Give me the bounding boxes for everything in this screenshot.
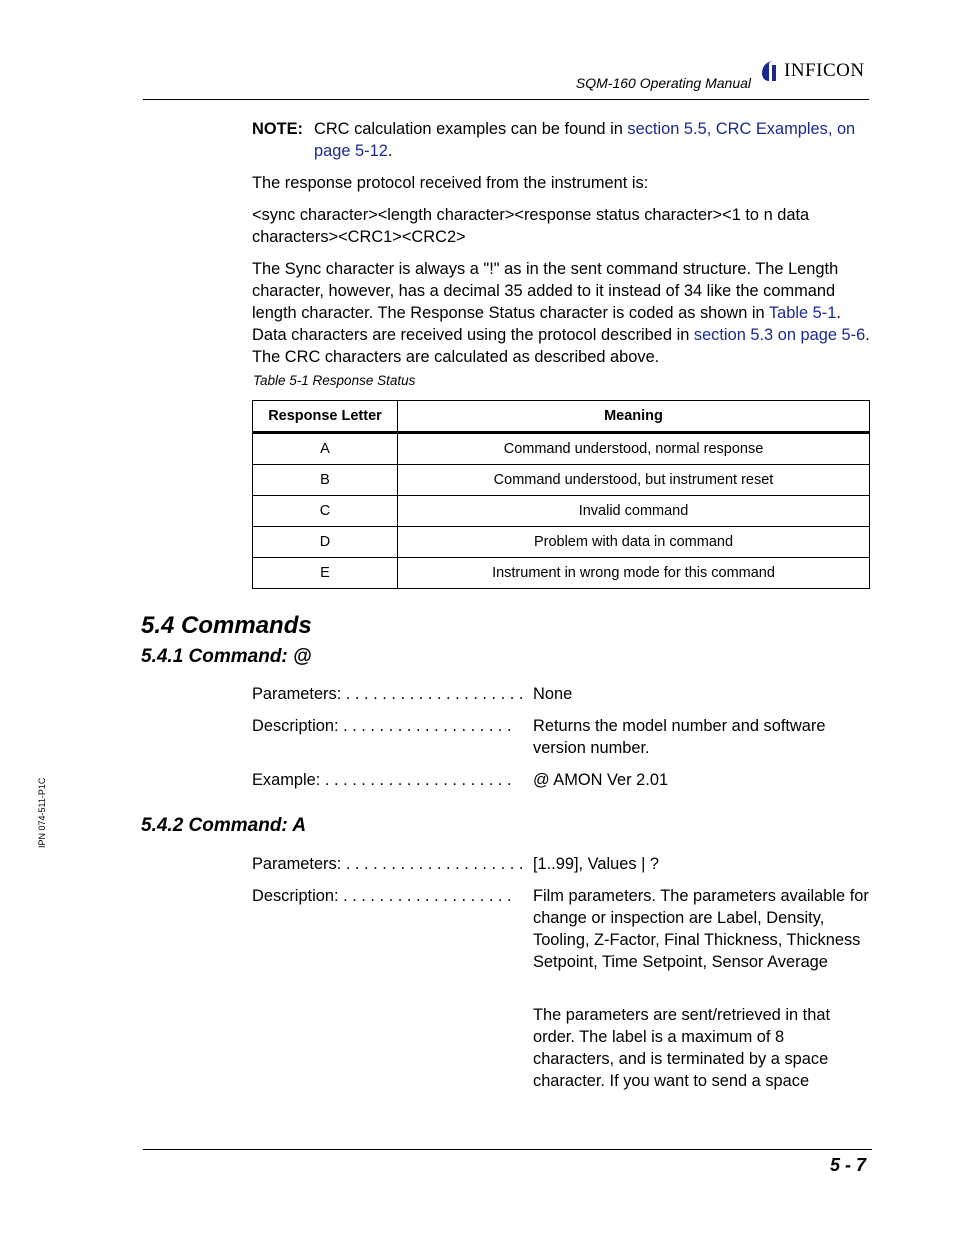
description-continuation: The parameters are sent/retrieved in that order. The label is a maximum of 8 characters, and is terminated by a space character. If you want to send a space [533, 1006, 831, 1090]
description-value: Film parameters. The parameters available for change or inspection are Label, Density, Tooling, Z-Factor, Final Thickness, Thickness Setpoint, Time Setpoint, Sensor Average [533, 887, 869, 971]
inficon-logo-icon [760, 59, 782, 83]
response-protocol-intro: The response protocol received from the instrument is: [252, 174, 649, 192]
note-text-after: . [387, 142, 393, 160]
table-cell: Instrument in wrong mode for this command [398, 558, 870, 589]
parameters-value: [1..99], Values | ? [533, 855, 660, 873]
page-number: 5 - 7 [829, 1155, 866, 1175]
note-text [314, 118, 874, 162]
paragraph-text: The Sync character is always a "!" as in the sent command structure. The Length character, however, has a decimal 35 added to it instead of 34 like the command length character. The Response Status character is coded as shown in [252, 260, 839, 322]
note-label: NOTE: [252, 120, 303, 138]
subsection-heading-command-at: 5.4.1 Command: @ [141, 646, 312, 667]
table-cell: D [253, 527, 398, 558]
description-value: Returns the model number and software version number. [533, 717, 826, 757]
table-header-cell: Response Letter [253, 401, 398, 433]
crc-examples-link[interactable]: section 5.5, CRC Examples, on page 5-12 [314, 120, 856, 160]
parameters-label: Parameters: . . . . . . . . . . . . . . . . . . . . [252, 685, 524, 703]
paragraph-text: . The CRC characters are calculated as described above. [252, 326, 870, 366]
table-cell: Invalid command [398, 496, 870, 527]
table-header-cell: Meaning [398, 401, 870, 433]
table-cell: C [253, 496, 398, 527]
running-header-title: SQM-160 Operating Manual [575, 75, 751, 91]
table-cell: B [253, 465, 398, 496]
table-row [253, 496, 870, 527]
example-value: @ AMON Ver 2.01 [533, 771, 669, 789]
sync-character-paragraph [252, 258, 870, 368]
paragraph-text: . Data characters are received using the protocol described in [252, 304, 841, 344]
table-cell: Command understood, but instrument reset [398, 465, 870, 496]
table-cell: E [253, 558, 398, 589]
inficon-logo [760, 58, 865, 84]
logo-wordmark: INFICON [784, 60, 865, 81]
table-cell: A [253, 433, 398, 465]
note-text-before: CRC calculation examples can be found in [314, 120, 628, 138]
table-row [253, 558, 870, 589]
subsection-heading-command-a: 5.4.2 Command: A [141, 815, 307, 836]
description-label: Description: . . . . . . . . . . . . . . . . . . . [252, 887, 512, 905]
table-row [253, 433, 870, 465]
table-cell: Problem with data in command [398, 527, 870, 558]
document-ipn: IPN 074-511-P1C [37, 777, 47, 848]
description-label: Description: . . . . . . . . . . . . . . . . . . . [252, 717, 512, 735]
table-row [253, 465, 870, 496]
response-protocol-format: <sync character><length character><response status character><1 to n data characters><CRC1><CRC2> [252, 206, 810, 246]
response-status-table [252, 400, 870, 589]
table-caption: Table 5-1 Response Status [253, 373, 416, 388]
table-header-row [253, 401, 870, 433]
section-heading: 5.4 Commands [141, 612, 312, 639]
section-5-3-link[interactable]: section 5.3 on page 5-6 [693, 326, 866, 344]
parameters-label: Parameters: . . . . . . . . . . . . . . . . . . . . [252, 855, 524, 873]
table-cell: Command understood, normal response [398, 433, 870, 465]
example-label: Example: . . . . . . . . . . . . . . . . . . . . . [252, 771, 512, 789]
parameters-value: None [533, 685, 573, 703]
table-5-1-link[interactable]: Table 5-1 [768, 304, 837, 322]
table-row [253, 527, 870, 558]
footer-rule [143, 1149, 872, 1150]
header-rule [143, 99, 869, 100]
